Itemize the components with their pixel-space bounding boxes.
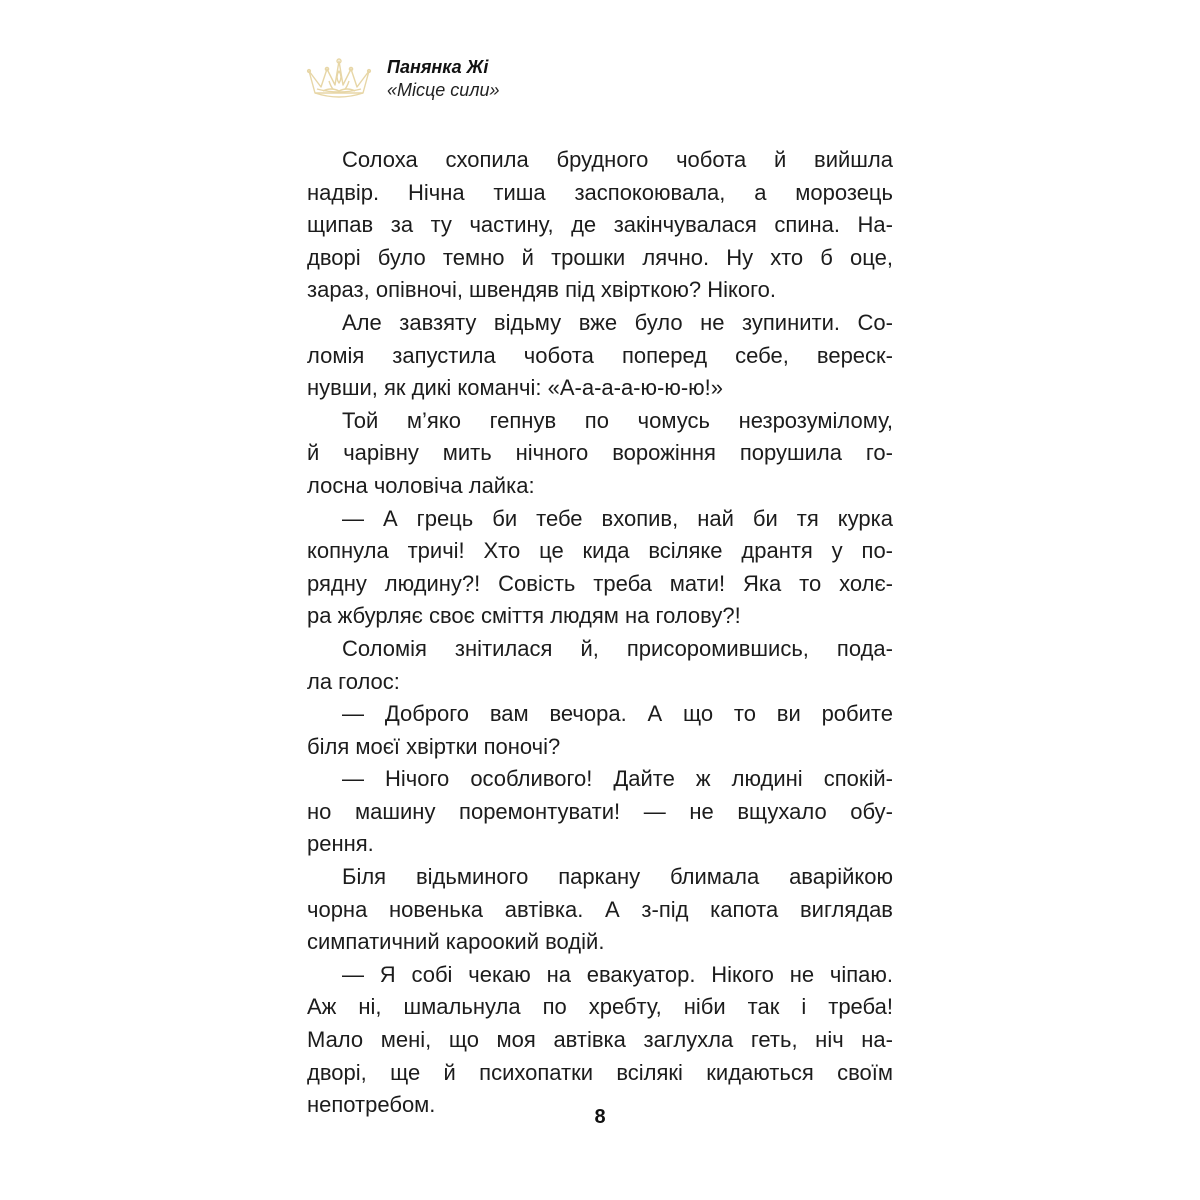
text-line: Біля відьминого паркану блимала аварійкою <box>342 864 893 890</box>
text-line: нувши, як дикі команчі: «А-а-а-а-ю-ю-ю!» <box>307 375 724 401</box>
text-line: — Нічого особливого! Дайте ж людині спокій- <box>342 766 893 792</box>
text-line: рення. <box>307 831 374 857</box>
running-header <box>305 54 500 104</box>
text-line: дворі було темно й трошки лячно. Ну хто б оце, <box>307 244 893 270</box>
text-line: дворі, ще й психопатки всілякі кидаються своїм <box>307 1059 893 1085</box>
text-line: надвір. Нічна тиша заспокоювала, а морозець <box>307 179 893 205</box>
text-line: Мало мені, що моя автівка заглухла геть, ніч на- <box>307 1027 893 1053</box>
text-line: ла голос: <box>307 668 400 694</box>
text-line: зараз, опівночі, швендяв під хвірткою? Нікого. <box>307 277 776 303</box>
text-line: лосна чоловіча лайка: <box>307 472 535 498</box>
text-line: Але завзяту відьму вже було не зупинити. Со- <box>342 309 893 335</box>
text-line: рядну людину?! Совість треба мати! Яка то холє- <box>307 570 893 596</box>
header-text <box>387 56 500 102</box>
text-line: Соломія знітилася й, присоромившись, пода- <box>342 635 893 661</box>
text-line: Аж ні, шмальнула по хребту, ніби так і треба! <box>307 994 893 1020</box>
text-line: симпатичний кароокий водій. <box>307 929 605 955</box>
text-line: непотребом. <box>307 1092 436 1118</box>
text-line: ра жбурляє своє сміття людям на голову?! <box>307 603 741 629</box>
crown-icon <box>305 57 373 101</box>
page-number: 8 <box>594 1106 606 1128</box>
header-author: Панянка Жі <box>387 57 489 77</box>
text-line: — А грець би тебе вхопив, най би тя курка <box>342 505 893 531</box>
text-line: Солоха схопила брудного чобота й вийшла <box>342 147 893 172</box>
text-line: но машину поремонтувати! — не вщухало обу- <box>307 798 893 824</box>
text-line: й чарівну мить нічного ворожіння порушила го- <box>307 440 893 466</box>
text-line: копнула тричі! Хто це кида всіляке дрантя у по- <box>307 538 893 564</box>
text-line: ломія запустила чобота поперед себе, вереск- <box>307 342 893 368</box>
text-line: — Доброго вам вечора. А що то ви робите <box>342 701 893 727</box>
header-book-title: «Місце сили» <box>387 80 500 100</box>
text-line: чорна новенька автівка. А з-під капота виглядав <box>307 896 893 922</box>
text-line: — Я собі чекаю на евакуатор. Нікого не чіпаю. <box>342 961 893 987</box>
text-line: Той м’яко гепнув по чомусь незрозумілому, <box>342 407 893 433</box>
text-line: біля моєї хвіртки поночі? <box>307 733 561 759</box>
body-text <box>307 144 893 1122</box>
text-line: щипав за ту частину, де закінчувалася спина. На- <box>307 212 893 238</box>
